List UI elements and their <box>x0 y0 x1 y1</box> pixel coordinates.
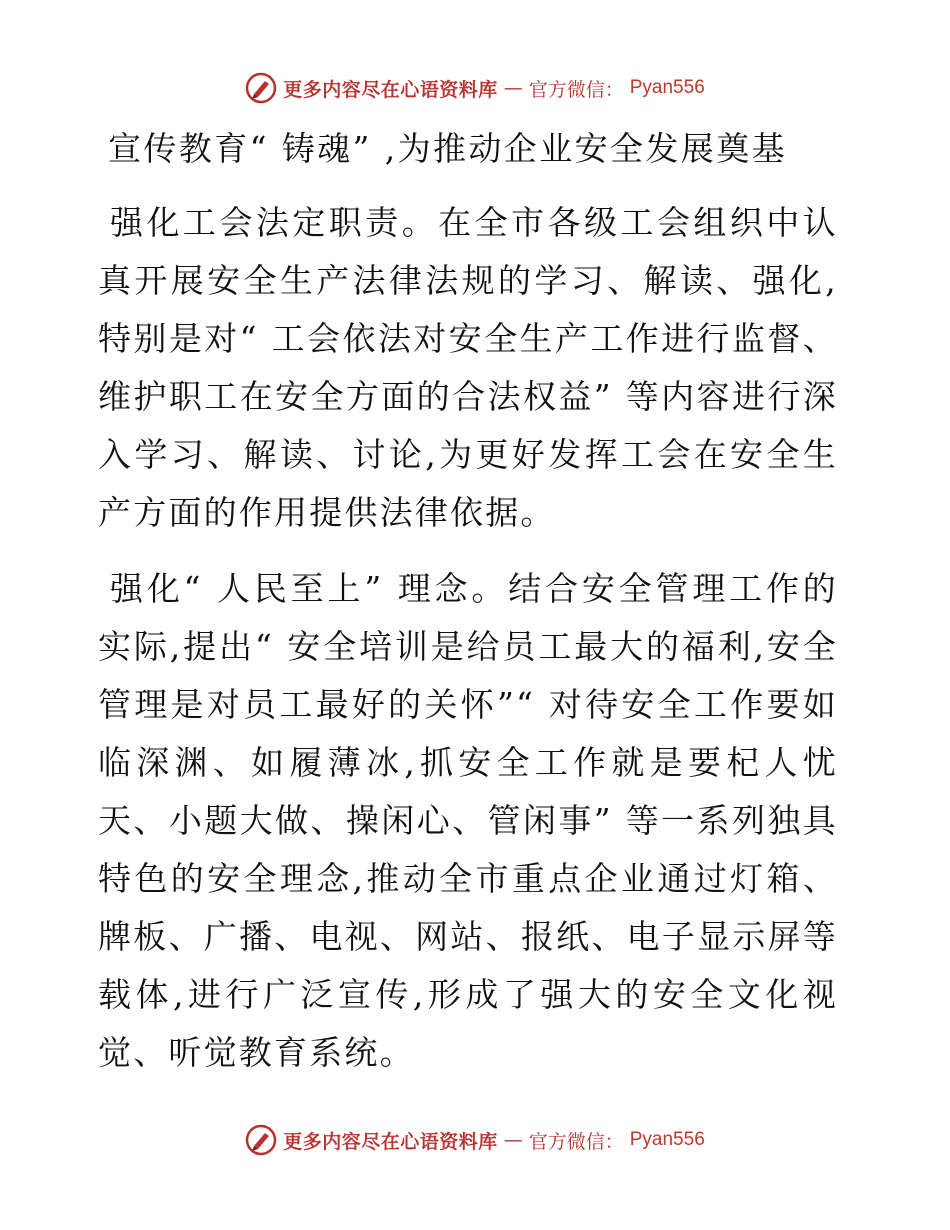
watermark-id: Pyan556 <box>629 77 705 98</box>
watermark-official-label: 官方微信： <box>528 1130 624 1153</box>
header-watermark <box>0 72 950 104</box>
paragraph-1: 强化工会法定职责。在全市各级工会组织中认真开展安全生产法律法规的学习、解读、强化,特别是对“ 工会依法对安全生产工作进行监督、维护职工在安全方面的合法权益” 等内容进行深入学习、解读、讨论,为更好发挥工会在安全生产方面的作用提供法律依据。 <box>98 203 838 532</box>
watermark-dash: — <box>503 77 523 99</box>
footer-watermark <box>0 1124 950 1156</box>
watermark-text: 更多内容尽在心语资料库 <box>283 1130 498 1153</box>
paragraph-2: 强化“ 人民至上” 理念。结合安全管理工作的实际,提出“ 安全培训是给员工最大的福利,安全管理是对员工最好的关怀”“ 对待安全工作要如临深渊、如履薄冰,抓安全工作就是要杞人忧天、小题大做、操闲心、管闲事” 等一系列独具特色的安全理念,推动全市重点企业通过灯箱、牌板、广播、电视、网站、报纸、电子显示屏等载体,进行广泛宣传,形成了强大的安全文化视觉、听觉教育系统。 <box>98 569 838 1072</box>
watermark-official-label: 官方微信： <box>528 78 624 101</box>
watermark-text: 更多内容尽在心语资料库 <box>283 78 498 101</box>
pen-logo-icon <box>245 72 277 104</box>
pen-logo-icon <box>245 1124 277 1156</box>
watermark-dash: — <box>503 1129 523 1151</box>
watermark-id: Pyan556 <box>629 1129 705 1150</box>
document-title: 宣传教育“ 铸魂” ,为推动企业安全发展奠基 <box>108 129 788 168</box>
